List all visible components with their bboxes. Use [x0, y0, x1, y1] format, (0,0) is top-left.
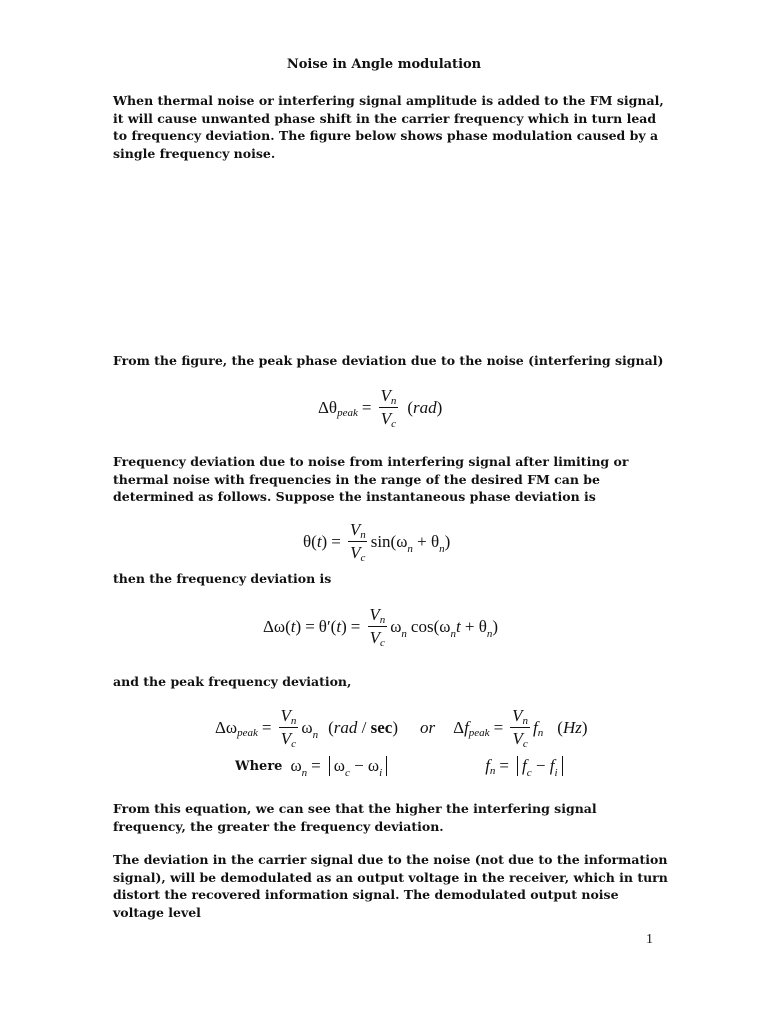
equation-frequency-deviation: Δω(t) = θ′(t) = $\frac{Vn}{Vc}$ $\omega_n$ $\cos(\omega_nt + \theta_n)$ — [263, 605, 499, 649]
page-number: 1 — [646, 932, 653, 947]
equation-instantaneous-phase: θ(t) = $\frac{Vn}{Vc}$ $\sin(\omega_n + \theta_n)$ — [303, 520, 451, 564]
demodulation-text: The deviation in the carrier signal due to the noise (not due to the information signal), will be demodulated as an output voltage in the receiver, which in turn distort the recovered information signal. The demodulated output noise voltage level — [113, 852, 668, 920]
peak-phase-text: From the figure, the peak phase deviation due to the noise (interfering signal) — [113, 353, 664, 368]
frequency-deviation-text: Frequency deviation due to noise from interfering signal after limiting or thermal noise with frequencies in the range of the desired FM can be determined as follows. Suppose the instantaneous phase deviation is — [113, 454, 629, 504]
where-label: Where — [235, 758, 283, 774]
page-title: Noise in Angle modulation — [286, 57, 482, 72]
equation-peak-phase: Δθ peak = $\frac{Vn}{Vc}$ (rad) — [318, 386, 443, 430]
equation-where-definitions: Where $\omega_n$ = $\omega_c - \omega_i$ f n = $f_c - f_i$ — [235, 756, 563, 776]
higher-frequency-text: From this equation, we can see that the higher the interfering signal frequency, the greater the frequency deviation. — [113, 801, 597, 834]
equation-peak-frequency: Δω peak = $\frac{Vn}{Vc}$ $\omega_n$ (rad / sec) or Δf peak = $\frac{Vn}{Vc}$ f n (Hz) — [215, 706, 588, 750]
intro-paragraph: When thermal noise or interfering signal amplitude is added to the FM signal, it will cause unwanted phase shift in the carrier frequency which in turn lead to frequency deviation. The figure below shows phase modulation caused by a single frequency noise. — [113, 93, 664, 161]
peak-frequency-text: and the peak frequency deviation, — [113, 674, 352, 689]
then-frequency-text: then the frequency deviation is — [113, 571, 332, 586]
figure-placeholder — [113, 175, 668, 335]
